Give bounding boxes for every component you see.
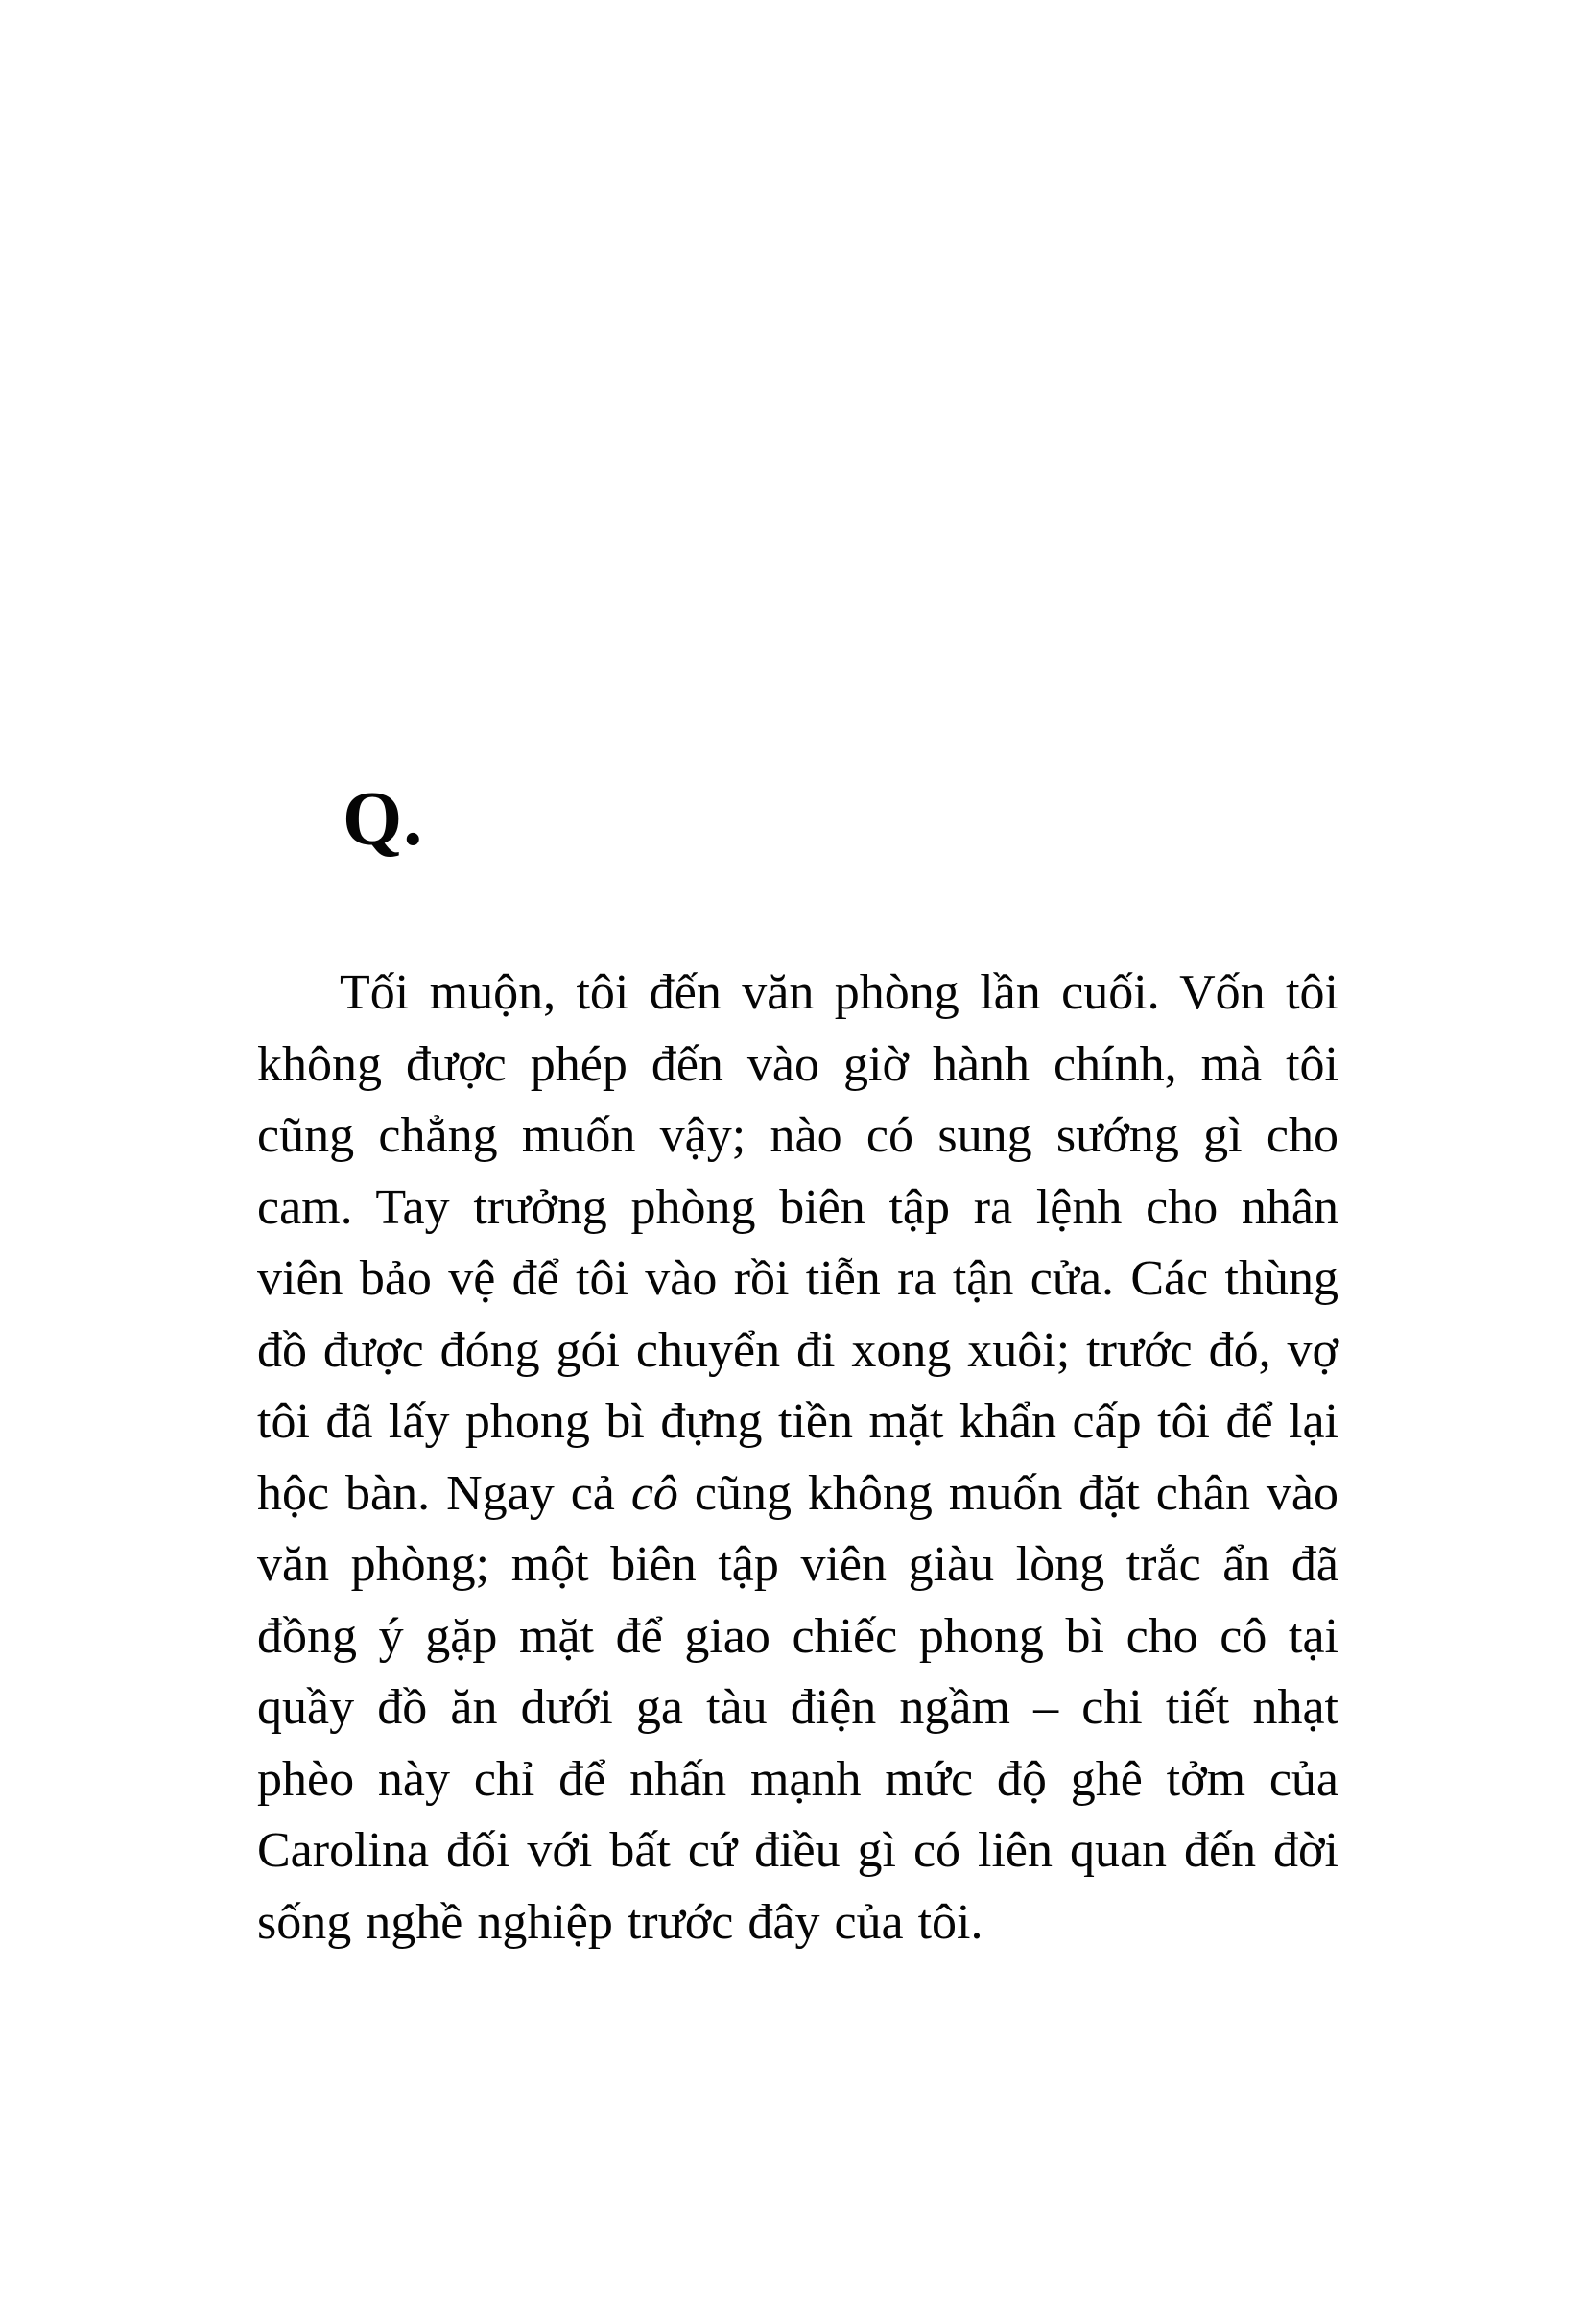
paragraph-text-after-italic: cũng không muốn đặt chân vào văn phòng; một biên tập viên giàu lòng trắc ẩn đã đồng ý gặp mặt để giao chiếc phong bì cho cô tại quầy đồ ăn dưới ga tàu điện ngầm – chi tiết nhạt phèo này chỉ để nhấn mạnh mức độ ghê tởm của Carolina đối với bất cứ điều gì có liên quan đến đời sống nghề nghiệp trước đây của tôi. bbox=[257, 1465, 1339, 1950]
body-paragraph bbox=[257, 958, 1338, 1958]
paragraph-italic-word: cô bbox=[630, 1465, 678, 1521]
paragraph-text-before-italic: Tối muộn, tôi đến văn phòng lần cuối. Vốn tôi không được phép đến vào giờ hành chính, mà tôi cũng chẳng muốn vậy; nào có sung sướng gì cho cam. Tay trưởng phòng biên tập ra lệnh cho nhân viên bảo vệ để tôi vào rồi tiễn ra tận cửa. Các thùng đồ được đóng gói chuyển đi xong xuôi; trước đó, vợ tôi đã lấy phong bì đựng tiền mặt khẩn cấp tôi để lại hộc bàn. Ngay cả bbox=[257, 965, 1338, 1521]
chapter-heading: Q. bbox=[343, 777, 424, 862]
